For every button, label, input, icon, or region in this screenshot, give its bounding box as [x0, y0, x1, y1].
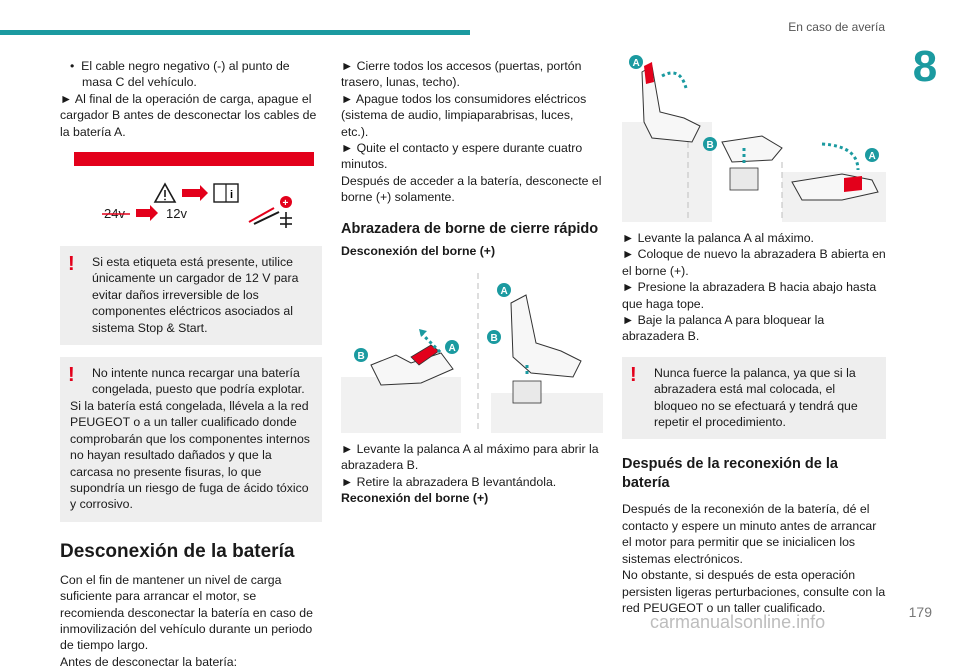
clamp-open-drawing: [371, 329, 453, 385]
clamp-reconnect-figure: [622, 52, 886, 222]
persisting-issues-paragraph: No obstante, si después de esta operación persisten ligeras perturbaciones, consulte con la red PEUGEOT o un taller cualificado.: [622, 568, 886, 615]
column-3: [622, 52, 886, 616]
svg-text:+: +: [282, 198, 289, 210]
section-title: En caso de avería: [788, 20, 885, 34]
watermark: carmanualsonline.info: [650, 612, 826, 632]
after-access-text: Después de acceder a la batería, desconecte el borne (+) solamente.: [341, 173, 602, 205]
marker-a: [497, 283, 511, 297]
warning-exclamation-icon: !: [68, 253, 75, 276]
step-press-clamp: ► Presione la abrazadera B hacia abajo hasta que haga tope.: [622, 280, 877, 311]
clamp-disconnect-svg: [341, 273, 603, 433]
warning-exclamation-icon: !: [630, 363, 637, 386]
marker-a: [629, 55, 643, 69]
jumper-cable-icon: [249, 196, 292, 228]
arrow-right-icon: [136, 205, 158, 221]
step-switch-off-consumers: ► Apague todos los consumidores eléctricos (sistema de audio, limpiaparabrisas, luces, etc.).: [341, 91, 587, 139]
step-end-charge: ► Al final de la operación de carga, apague el cargador B antes de desconectar los cables de la batería A.: [60, 91, 317, 139]
marker-b: [487, 330, 501, 344]
step-lever-max: ► Levante la palanca A al máximo.: [622, 231, 814, 245]
volt-24-text: 24v: [104, 206, 125, 222]
svg-text:B: B: [706, 140, 714, 151]
marker-b: [703, 137, 717, 151]
svg-text:A: A: [448, 343, 456, 355]
svg-text:A: A: [632, 58, 640, 69]
clamp-press-down-drawing: [722, 136, 782, 190]
svg-text:B: B: [357, 351, 365, 363]
header-accent-bar: [0, 30, 470, 35]
column-1: [60, 58, 322, 670]
arrow-right-icon: [182, 185, 208, 201]
volt-12-text: 12v: [166, 206, 187, 222]
marker-a: [865, 148, 879, 162]
warning-exclamation-icon: !: [68, 364, 75, 387]
chapter-number: 8: [912, 42, 938, 91]
step-lower-lever: ► Baje la palanca A para bloquear la abrazadera B.: [622, 313, 825, 344]
charger-label-svg: [74, 152, 314, 232]
step-remove-clamp: ► Retire la abrazadera B levantándola.: [341, 474, 557, 489]
warning-box-frozen: ! No intente nunca recargar una batería congelada, puesto que podría explotar. Si la batería está congelada, llévela a la red PEUGEOT o a un taller cualificado donde comprobarán que los componentes internos no hayan resultado dañados y que la carcasa no presente fisuras, lo que supondría un riesgo de fuga de ácido tóxico y corrosivo.: [60, 357, 322, 522]
clamp-reconnect-svg: [622, 52, 886, 222]
charger-label-figure: [74, 152, 314, 232]
clamp-lever-raised-drawing: [642, 62, 700, 142]
before-disconnect: Antes de desconectar la batería:: [60, 654, 238, 669]
warning-box-12v: ! Si esta etiqueta está presente, utilice únicamente un cargador de 12 V para evitar daños irreversible de los componentes eléctricos asociados al sistema Stop & Start.: [60, 246, 322, 345]
after-reconnect-paragraph: Después de la reconexión de la batería, dé el contacto y espere un minuto antes de arrancar el motor para permitir que se inicialicen los sistemas electrónicos.: [622, 502, 877, 566]
sub-disconnect-terminal: Desconexión del borne (+): [341, 243, 496, 258]
marker-a: [445, 340, 459, 354]
svg-text:i: i: [230, 189, 234, 202]
step-ignition-off: ► Quite el contacto y espere durante cuatro minutos.: [341, 141, 583, 172]
svg-text:B: B: [490, 333, 498, 345]
svg-text:A: A: [868, 151, 876, 162]
bullet-negative-cable: • El cable negro negativo (-) al punto de masa C del vehículo.: [70, 59, 290, 90]
step-place-clamp: ► Coloque de nuevo la abrazadera B abierta en el borne (+).: [622, 247, 886, 278]
marker-b: [354, 348, 368, 362]
warning-triangle-icon: [155, 184, 175, 202]
no-24v-icon: [102, 206, 130, 221]
warning-box-lever: ! Nunca fuerce la palanca, ya que si la abrazadera está mal colocada, el bloqueo no se efectuará y tendrá que repetir el procedimiento.: [622, 357, 886, 440]
column-2: [341, 58, 603, 507]
clamp-raised-drawing: [511, 295, 581, 403]
intro-paragraph: Con el fin de mantener un nivel de carga suficiente para arrancar el motor, se recomienda desconectar la batería en caso de inmovilización del vehículo durante un periodo de tiempo largo.: [60, 572, 313, 653]
step-close-accesses: ► Cierre todos los accesos (puertas, portón trasero, lunas, techo).: [341, 59, 582, 90]
clamp-disconnect-figure: [341, 273, 603, 433]
page-number: 179: [908, 604, 932, 620]
heading-after-reconnect: Después de la reconexión de la batería: [622, 456, 838, 492]
manual-book-icon: [214, 184, 238, 202]
heading-disconnect-battery: Desconexión de la batería: [60, 540, 295, 562]
heading-quick-release: Abrazadera de borne de cierre rápido: [341, 220, 599, 237]
sub-reconnect-terminal: Reconexión del borne (+): [341, 491, 489, 506]
step-raise-lever: ► Levante la palanca A al máximo para abrir la abrazadera B.: [341, 442, 599, 473]
svg-text:A: A: [500, 286, 508, 298]
